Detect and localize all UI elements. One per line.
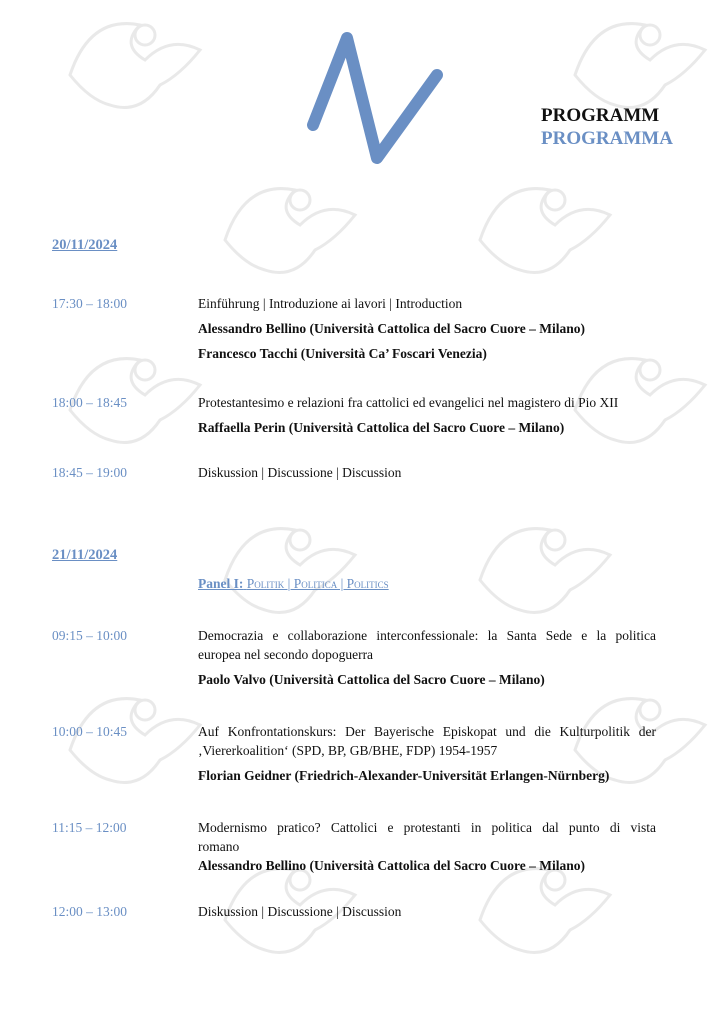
date-heading: 20/11/2024: [52, 237, 118, 253]
session-time: 12:00 – 13:00: [52, 904, 128, 919]
angel-watermark-icon: [460, 170, 630, 290]
panel-label: Panel I:: [198, 576, 244, 591]
session-title-line: Democrazia e collaborazione interconfessionale: la Santa Sede e la politica: [198, 628, 656, 643]
session-title-line: romano: [198, 839, 240, 854]
title-italian: PROGRAMMA: [541, 128, 673, 149]
angel-watermark-icon: [50, 5, 220, 125]
session-title-line: Modernismo pratico? Cattolici e protestanti in politica dal punto di vista: [198, 820, 656, 835]
angel-watermark-icon: [205, 510, 375, 630]
speaker: Alessandro Bellino (Università Cattolica del Sacro Cuore – Milano): [198, 321, 585, 336]
session-entry: [198, 818, 656, 875]
session-entry: [198, 626, 656, 689]
speaker: Paolo Valvo (Università Cattolica del Sacro Cuore – Milano): [198, 672, 545, 687]
session-time: 11:15 – 12:00: [52, 820, 127, 835]
session-time: 10:00 – 10:45: [52, 724, 128, 739]
session-time: 09:15 – 10:00: [52, 628, 128, 643]
page-title: [541, 104, 673, 150]
session-time: 17:30 – 18:00: [52, 296, 128, 311]
session-time: 18:00 – 18:45: [52, 395, 128, 410]
session-entry: [198, 722, 656, 785]
title-german: PROGRAMM: [541, 105, 660, 126]
date-heading: 21/11/2024: [52, 547, 118, 563]
session-time: 18:45 – 19:00: [52, 465, 128, 480]
speaker: Raffaella Perin (Università Cattolica del Sacro Cuore – Milano): [198, 420, 565, 435]
session-title: Einführung | Introduzione ai lavori | Introduction: [198, 296, 463, 311]
panel-name: Politik | Politica | Politics: [246, 576, 389, 591]
speaker: Alessandro Bellino (Università Cattolica del Sacro Cuore – Milano): [198, 858, 585, 873]
speaker: Francesco Tacchi (Università Ca’ Foscari Venezia): [198, 346, 487, 361]
session-entry: [198, 902, 656, 921]
session-entry: [198, 393, 656, 437]
session-title: Diskussion | Discussione | Discussion: [198, 904, 402, 919]
session-entry: [198, 294, 656, 363]
angel-watermark-icon: [205, 170, 375, 290]
zigzag-logo-icon: [305, 30, 450, 165]
session-title: Diskussion | Discussione | Discussion: [198, 465, 402, 480]
speaker: Florian Geidner (Friedrich-Alexander-Universität Erlangen-Nürnberg): [198, 768, 610, 783]
angel-watermark-icon: [50, 680, 220, 800]
panel-heading: [198, 576, 389, 592]
angel-watermark-icon: [460, 510, 630, 630]
session-entry: [198, 463, 656, 482]
session-title-line: ‚Viererkoalition‘ (SPD, BP, GB/BHE, FDP) 1954-1957: [198, 743, 498, 758]
session-title: Protestantesimo e relazioni fra cattolici ed evangelici nel magistero di Pio XII: [198, 395, 619, 410]
session-title-line: europea nel secondo dopoguerra: [198, 647, 374, 662]
session-title-line: Auf Konfrontationskurs: Der Bayerische Episkopat und die Kulturpolitik der: [198, 724, 656, 739]
